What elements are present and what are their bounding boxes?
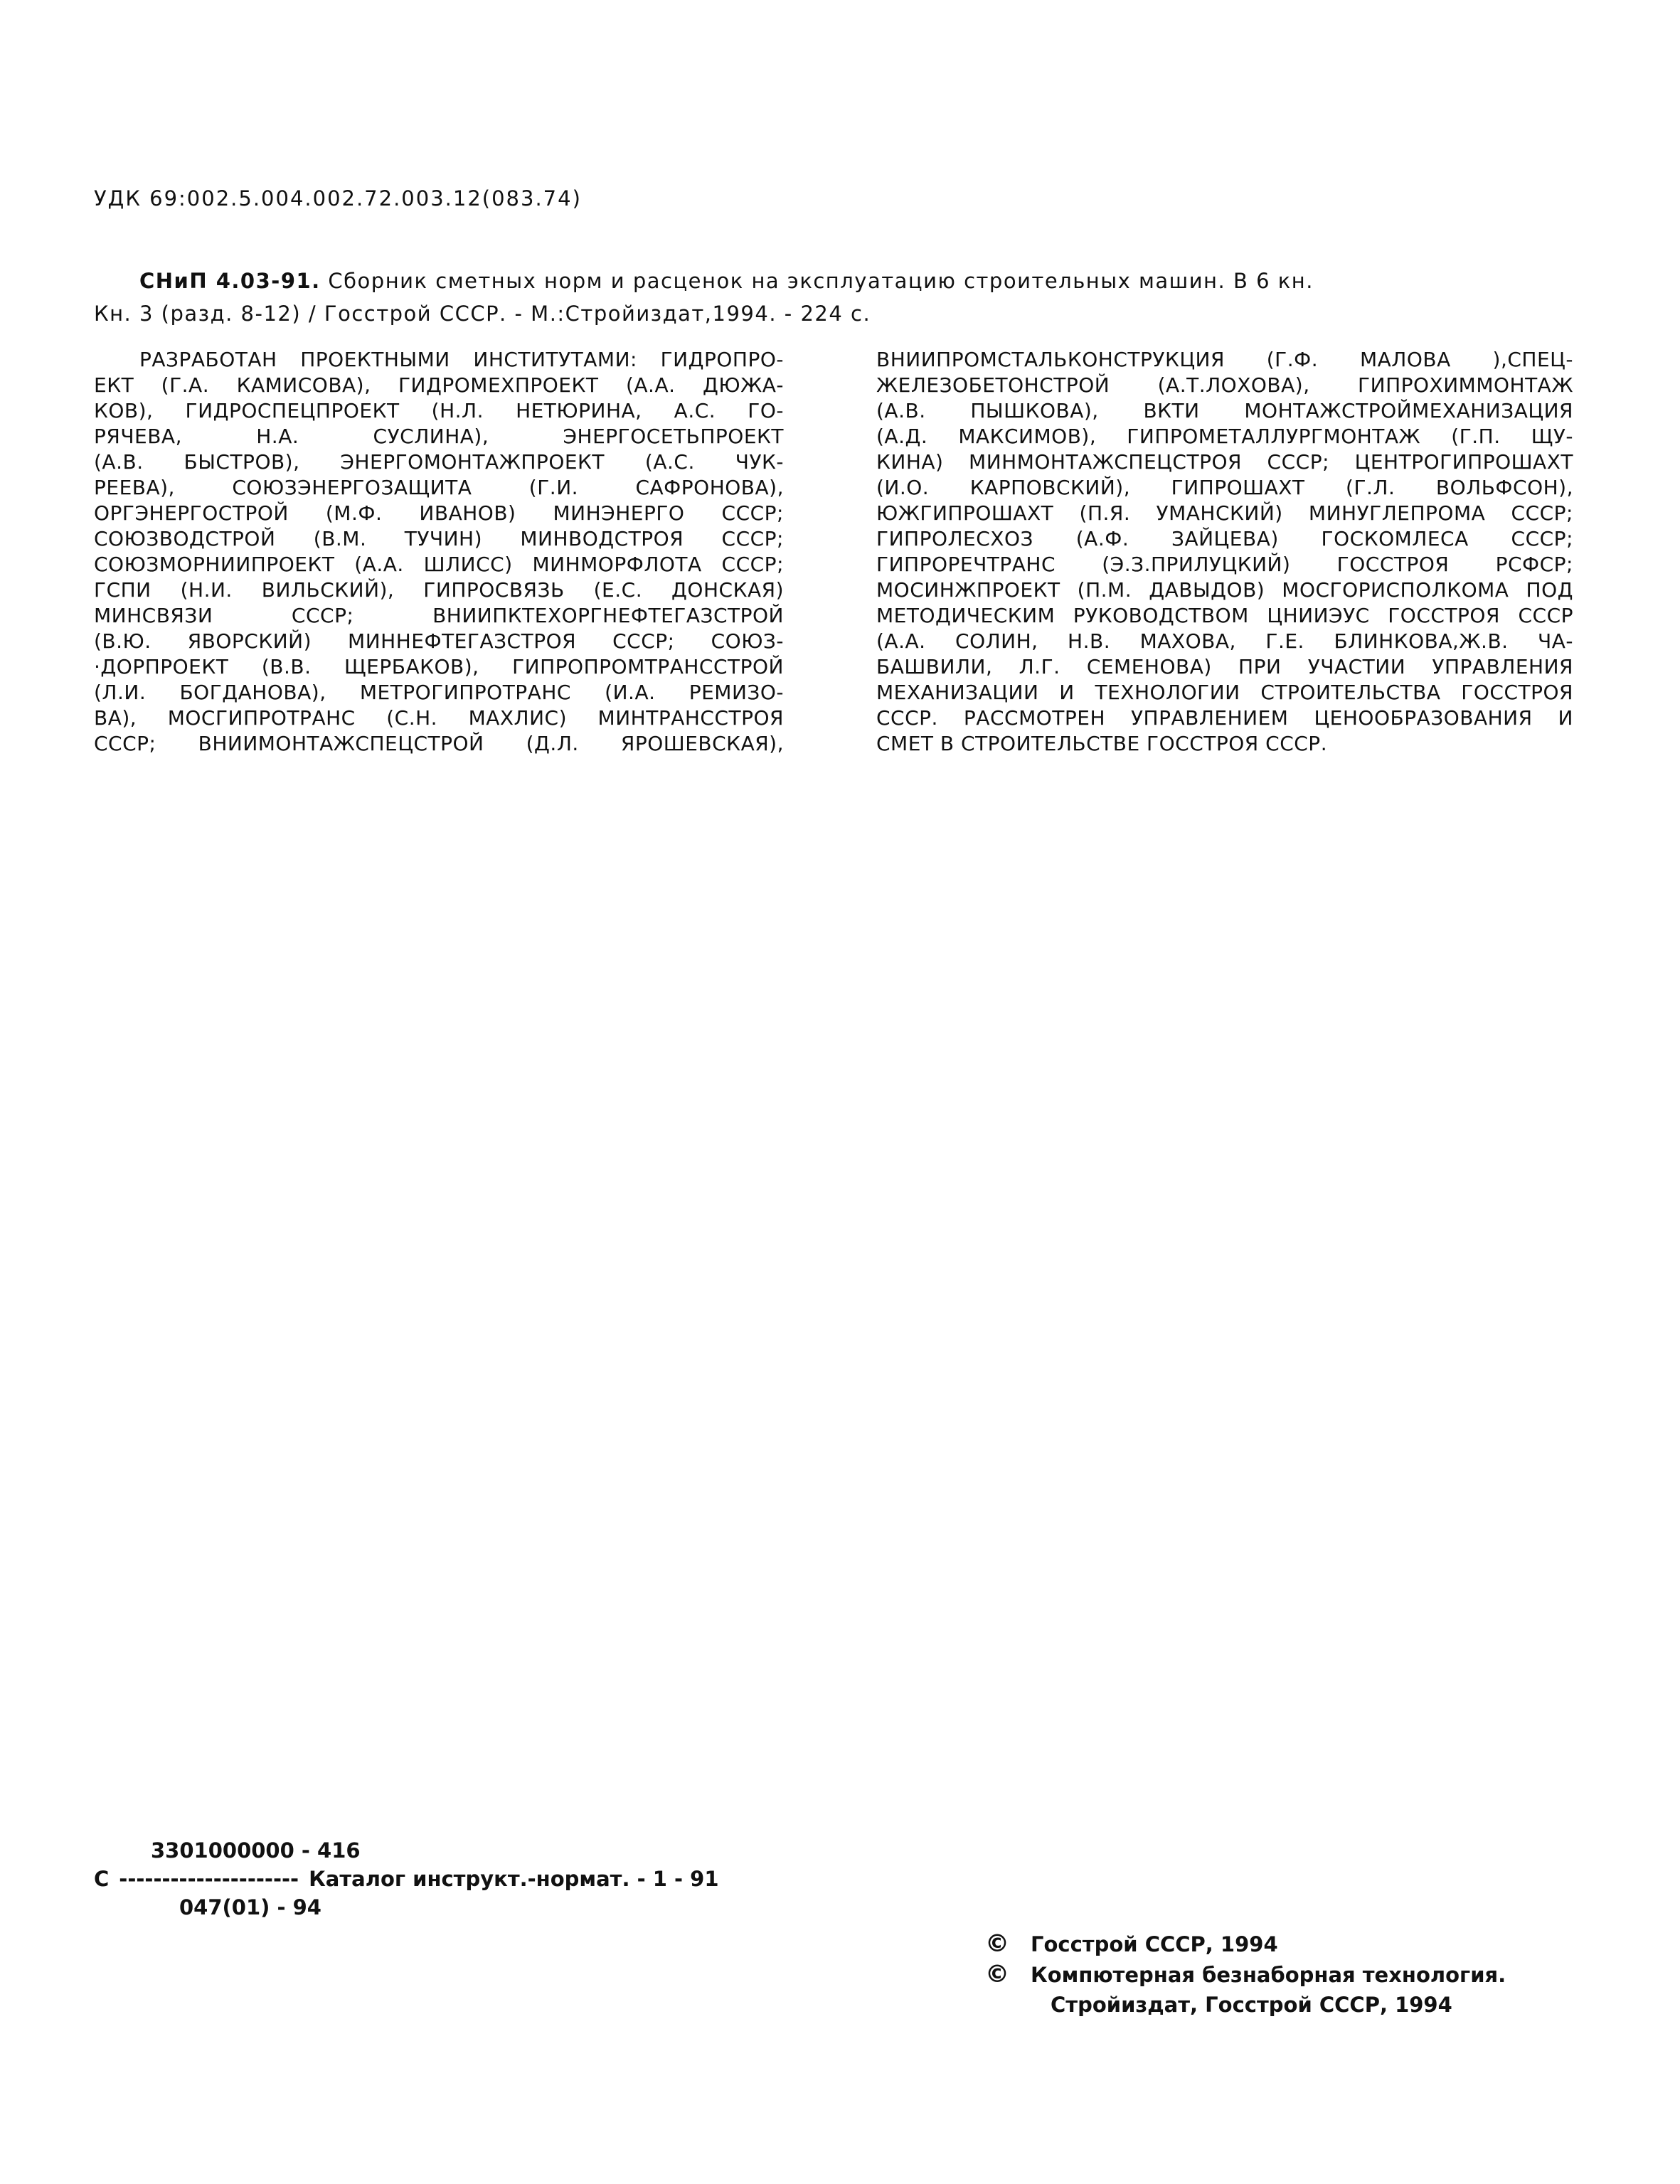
right-line: МОСИНЖПРОЕКТ (П.М. ДАВЫДОВ) МОСГОРИСПОЛКОМА ПОД: [876, 578, 1573, 602]
left-line: СОЮЗМОРНИИПРОЕКТ (А.А. ШЛИСС) МИНМОРФЛОТА СССР;: [94, 553, 784, 576]
right-line: (А.Д. МАКСИМОВ), ГИПРОМЕТАЛЛУРГМОНТАЖ (Г.П. ЩУ-: [876, 425, 1573, 448]
right-line: МЕХАНИЗАЦИИ И ТЕХНОЛОГИИ СТРОИТЕЛЬСТВА ГОССТРОЯ: [876, 681, 1573, 704]
right-line: ЮЖГИПРОШАХТ (П.Я. УМАНСКИЙ) МИНУГЛЕПРОМА СССР;: [876, 501, 1573, 525]
left-line: ВА), МОСГИПРОТРАНС (С.Н. МАХЛИС) МИНТРАНССТРОЯ: [94, 706, 784, 730]
right-line: ГИПРОЛЕСХОЗ (А.Ф. ЗАЙЦЕВА) ГОСКОМЛЕСА СССР;: [876, 527, 1573, 550]
catalog-dashes: ---------------------: [119, 1867, 299, 1891]
catalog-text: Каталог инструкт.-нормат. - 1 - 91: [309, 1867, 719, 1891]
catalog-letter: С: [94, 1867, 110, 1891]
copyright-block: [985, 1929, 1506, 2020]
right-line: ГИПРОРЕЧТРАНС (Э.З.ПРИЛУЦКИЙ) ГОССТРОЯ РСФСР;: [876, 553, 1573, 576]
left-line: ·ДОРПРОЕКТ (В.В. ЩЕРБАКОВ), ГИПРОПРОМТРАНССТРОЙ: [94, 655, 784, 678]
right-line: (А.А. СОЛИН, Н.В. МАХОВА, Г.Е. БЛИНКОВА,Ж.В. ЧА-: [876, 629, 1573, 653]
left-line: МИНСВЯЗИ СССР; ВНИИПКТЕХОРГНЕФТЕГАЗСТРОЙ: [94, 604, 784, 627]
left-line: КОВ), ГИДРОСПЕЦПРОЕКТ (Н.Л. НЕТЮРИНА, А.С. ГО-: [94, 399, 784, 422]
left-line: СОЮЗВОДСТРОЙ (В.М. ТУЧИН) МИНВОДСТРОЯ СССР;: [94, 527, 784, 550]
left-line: ЕКТ (Г.А. КАМИСОВА), ГИДРОМЕХПРОЕКТ (А.А. ДЮЖА-: [94, 373, 784, 397]
right-line: (И.О. КАРПОВСКИЙ), ГИПРОШАХТ (Г.Л. ВОЛЬФСОН),: [876, 476, 1573, 499]
left-line: ОРГЭНЕРГОСТРОЙ (М.Ф. ИВАНОВ) МИНЭНЕРГО СССР;: [94, 501, 784, 525]
copyright-row-2: [985, 1959, 1506, 1990]
copyright-row-1: [985, 1929, 1506, 1959]
right-line: ВНИИПРОМСТАЛЬКОНСТРУКЦИЯ (Г.Ф. МАЛОВА ),СПЕЦ-: [876, 348, 1573, 371]
udk-classification: УДК 69:002.5.004.002.72.003.12(083.74): [94, 186, 582, 211]
catalog-denominator: 047(01) - 94: [179, 1895, 321, 1919]
snip-code: СНиП 4.03-91.: [139, 269, 321, 293]
copyright-text-1: Госстрой СССР, 1994: [1031, 1932, 1278, 1956]
bibliographic-citation: [94, 265, 1516, 330]
left-line: (А.В. БЫСТРОВ), ЭНЕРГОМОНТАЖПРОЕКТ (А.С. ЧУК-: [94, 450, 784, 474]
developers-column-right: [876, 347, 1573, 757]
catalog-numerator: 3301000000 - 416: [151, 1838, 361, 1863]
left-line: РЯЧЕВА, Н.А. СУСЛИНА), ЭНЕРГОСЕТЬПРОЕКТ: [94, 425, 784, 448]
copyright-icon: ©: [985, 1960, 1009, 1988]
copyright-text-2: Компютерная безнаборная технология.: [1031, 1963, 1506, 1987]
catalog-index: [94, 1836, 719, 1922]
left-line: СССР; ВНИИМОНТАЖСПЕЦСТРОЙ (Д.Л. ЯРОШЕВСКАЯ),: [94, 732, 784, 755]
right-line: ЖЕЛЕЗОБЕТОНСТРОЙ (А.Т.ЛОХОВА), ГИПРОХИММОНТАЖ: [876, 373, 1573, 397]
developers-column-left: [94, 347, 784, 757]
copyright-text-3: Стройиздат, Госстрой СССР, 1994: [1051, 1993, 1452, 2017]
left-line: РАЗРАБОТАН ПРОЕКТНЫМИ ИНСТИТУТАМИ: ГИДРОПРО-: [139, 348, 784, 371]
right-line: КИНА) МИНМОНТАЖСПЕЦСТРОЯ СССР; ЦЕНТРОГИПРОШАХТ: [876, 450, 1573, 474]
citation-line-2: Кн. 3 (разд. 8-12) / Госстрой СССР. - М.:Стройиздат,1994. - 224 с.: [94, 302, 871, 326]
copyright-icon: ©: [985, 1929, 1009, 1958]
right-line: (А.В. ПЫШКОВА), ВКТИ МОНТАЖСТРОЙМЕХАНИЗАЦИЯ: [876, 399, 1573, 422]
citation-line-1: [94, 265, 1516, 297]
left-line: ГСПИ (Н.И. ВИЛЬСКИЙ), ГИПРОСВЯЗЬ (Е.С. ДОНСКАЯ): [94, 578, 784, 602]
left-line: РЕЕВА), СОЮЗЭНЕРГОЗАЩИТА (Г.И. САФРОНОВА),: [94, 476, 784, 499]
left-line: (Л.И. БОГДАНОВА), МЕТРОГИПРОТРАНС (И.А. РЕМИЗО-: [94, 681, 784, 704]
citation-title: Сборник сметных норм и расценок на эксплуатацию строительных машин. В 6 кн.: [320, 269, 1314, 293]
right-line: МЕТОДИЧЕСКИМ РУКОВОДСТВОМ ЦНИИЭУС ГОССТРОЯ СССР: [876, 604, 1573, 627]
right-line: СМЕТ В СТРОИТЕЛЬСТВЕ ГОССТРОЯ СССР.: [876, 732, 1328, 755]
right-line: БАШВИЛИ, Л.Г. СЕМЕНОВА) ПРИ УЧАСТИИ УПРАВЛЕНИЯ: [876, 655, 1573, 678]
catalog-line: [94, 1865, 719, 1893]
left-line: (В.Ю. ЯВОРСКИЙ) МИННЕФТЕГАЗСТРОЯ СССР; СОЮЗ-: [94, 629, 784, 653]
right-line: СССР. РАССМОТРЕН УПРАВЛЕНИЕМ ЦЕНООБРАЗОВАНИЯ И: [876, 706, 1573, 730]
